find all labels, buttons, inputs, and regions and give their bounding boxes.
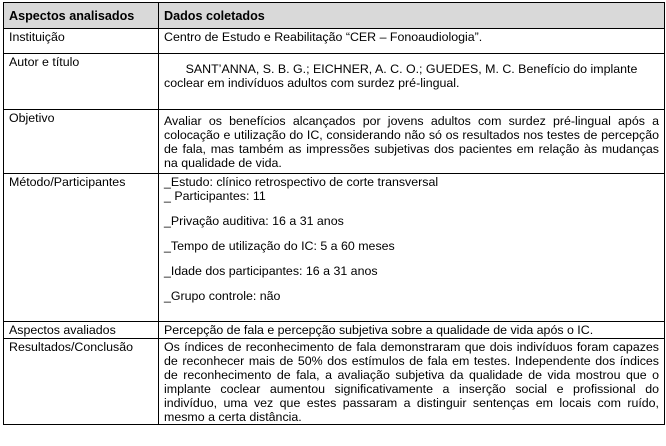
- method-item: _ Participantes: 11: [164, 189, 266, 203]
- row-label: Autor e título: [4, 54, 159, 110]
- header-dados: Dados coletados: [159, 3, 665, 29]
- row-value: Percepção de fala e percepção subjetiva sobre a qualidade de vida após o IC.: [159, 322, 665, 339]
- table-row-autor: [4, 54, 665, 110]
- row-value: Avaliar os benefícios alcançados por jovens adultos com surdez pré-lingual após a colocação e utilização do IC, considerando não só os resultados nos testes de percepção de fala, mas também as impressões subjetivas dos pacientes em relação às mudanças na qualidade de vida.: [159, 110, 665, 174]
- row-value: [159, 174, 665, 322]
- table-row-instituicao: [4, 29, 665, 54]
- header-aspectos: Aspectos analisados: [4, 3, 159, 29]
- row-label: Método/Participantes: [4, 174, 159, 322]
- method-item: _Grupo controle: não: [164, 289, 281, 303]
- method-item: _Privação auditiva: 16 a 31 anos: [164, 214, 344, 228]
- author-line-1: SANT’ANNA, S. B. G.; EICHNER, A. C. O.; GUEDES, M. C. Benefício do implante: [185, 62, 638, 76]
- data-collection-table: [3, 2, 665, 425]
- table-row-resultados: [4, 339, 665, 425]
- row-label: Aspectos avaliados: [4, 322, 159, 339]
- table-row-metodo: [4, 174, 665, 322]
- row-label: Objetivo: [4, 110, 159, 174]
- row-value: Centro de Estudo e Reabilitação “CER – Fonoaudiologia”.: [159, 29, 665, 54]
- author-line-2: coclear em indivíduos adultos com surdez pré-lingual.: [164, 76, 460, 90]
- table-header-row: [4, 3, 665, 29]
- table-row-objetivo: [4, 110, 665, 174]
- method-item: _Idade dos participantes: 16 a 31 anos: [164, 264, 378, 278]
- row-label: Instituição: [4, 29, 159, 54]
- table-row-aspectos: [4, 322, 665, 339]
- row-label: Resultados/Conclusão: [4, 339, 159, 425]
- method-item: _Estudo: clínico retrospectivo de corte transversal: [164, 175, 439, 189]
- row-value: [159, 54, 665, 110]
- row-value: Os índices de reconhecimento de fala demonstraram que dois indivíduos foram capazes de reconhecer mais de 50% dos estímulos de fala em testes. Independente dos índices de reconhecimento de fala, a avaliação subjetiva da qualidade de vida mostrou que o implante coclear aumentou significativamente a inserção social e profissional do indivíduo, uma vez que estes passaram a distinguir sentenças em locais com ruído, mesmo a certa distância.: [159, 339, 665, 425]
- method-item: _Tempo de utilização do IC: 5 a 60 meses: [164, 239, 395, 253]
